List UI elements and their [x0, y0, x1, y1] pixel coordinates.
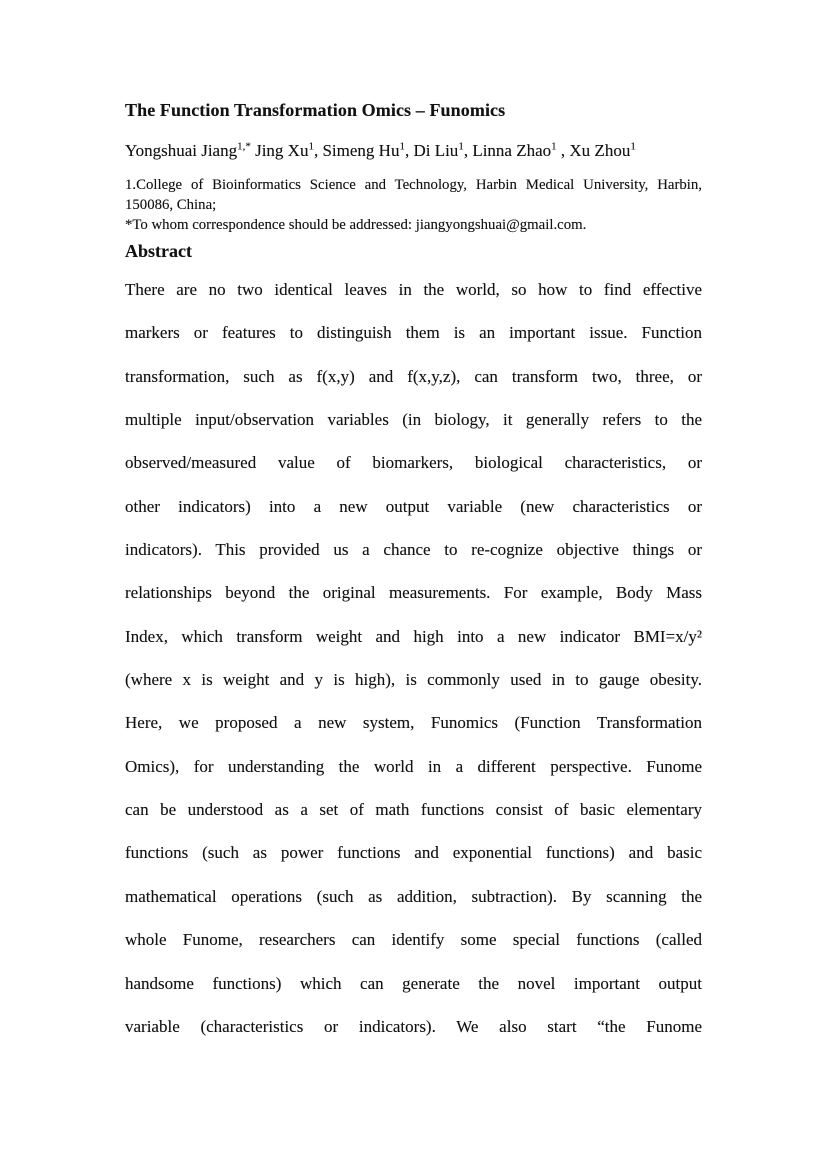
abstract-line: observed/measured value of biomarkers, biological characteristics, or	[125, 453, 702, 473]
author-affiliation-marker: 1,*	[237, 140, 251, 153]
abstract-line: other indicators) into a new output variable (new characteristics or	[125, 496, 702, 516]
affiliation-line: 150086, China;	[125, 197, 217, 213]
author-affiliation-marker: 1	[399, 140, 405, 153]
abstract-line: functions (such as power functions and exponential functions) and basic	[125, 843, 702, 863]
abstract-line: handsome functions) which can generate the novel important output	[125, 973, 702, 993]
abstract-line: whole Funome, researchers can identify some special functions (called	[125, 930, 702, 950]
author-name: , Linna Zhao	[463, 141, 552, 160]
abstract-line: Omics), for understanding the world in a different perspective. Funome	[125, 756, 702, 776]
abstract-line: relationships beyond the original measurements. For example, Body Mass	[125, 583, 702, 603]
author-affiliation-marker: 1	[458, 140, 464, 153]
author-name: , Xu Zhou	[556, 141, 631, 160]
affiliation-line: 1.College of Bioinformatics Science and Technology, Harbin Medical University, Harbin,	[125, 177, 702, 193]
correspondence-note: *To whom correspondence should be addressed: jiangyongshuai@gmail.com.	[125, 217, 587, 233]
author-name: , Simeng Hu	[313, 141, 400, 160]
author-affiliation-marker: 1	[551, 140, 557, 153]
abstract-line: markers or features to distinguish them is an important issue. Function	[125, 323, 702, 343]
author-name: Yongshuai Jiang	[125, 141, 238, 160]
abstract-line: Here, we proposed a new system, Funomics (Function Transformation	[125, 713, 702, 733]
author-name: Jing Xu	[250, 141, 309, 160]
abstract-line: Index, which transform weight and high into a new indicator BMI=x/y²	[125, 626, 702, 646]
abstract-line: multiple input/observation variables (in biology, it generally refers to the	[125, 410, 702, 430]
abstract-heading: Abstract	[125, 241, 192, 261]
author-name: , Di Liu	[404, 141, 459, 160]
abstract-line: indicators). This provided us a chance to re-cognize objective things or	[125, 540, 702, 560]
author-affiliation-marker: 1	[630, 140, 636, 153]
abstract-line: transformation, such as f(x,y) and f(x,y,z), can transform two, three, or	[125, 366, 702, 386]
abstract-line: can be understood as a set of math functions consist of basic elementary	[125, 800, 702, 820]
paper-title: The Function Transformation Omics – Funomics	[125, 100, 506, 120]
abstract-line: mathematical operations (such as addition, subtraction). By scanning the	[125, 886, 702, 906]
page-content	[125, 99, 702, 1048]
abstract-line: (where x is weight and y is high), is commonly used in to gauge obesity.	[125, 670, 702, 690]
abstract-line: There are no two identical leaves in the world, so how to find effective	[125, 280, 702, 299]
abstract-body	[125, 268, 702, 1048]
affiliation-block	[125, 175, 702, 215]
author-line	[125, 140, 702, 162]
author-affiliation-marker: 1	[308, 140, 314, 153]
abstract-line: variable (characteristics or indicators). We also start “the Funome	[125, 1016, 702, 1036]
